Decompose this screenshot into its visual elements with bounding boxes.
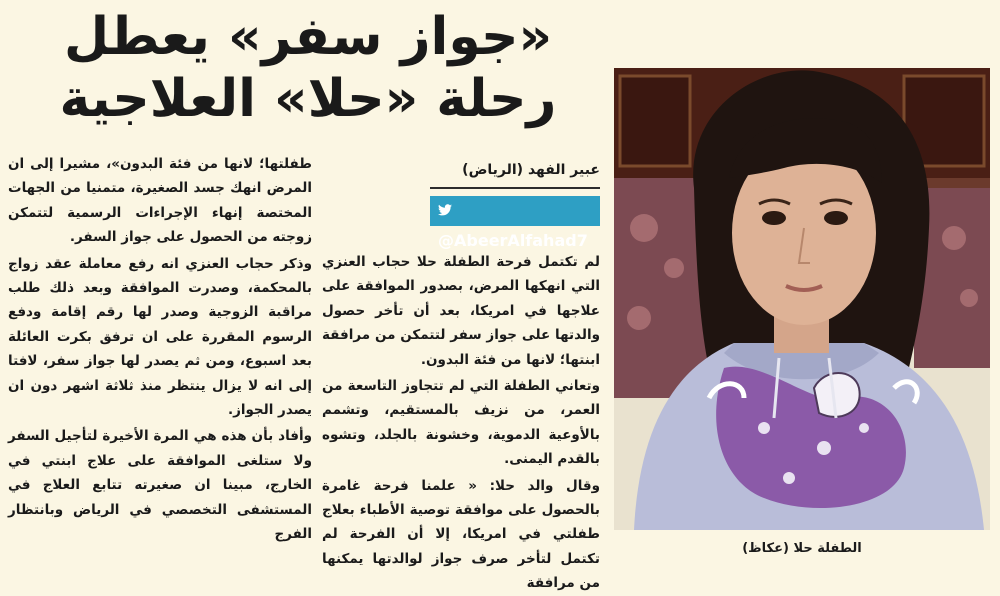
article-paragraph: وذكر حجاب العنزي انه رفع معاملة عقد زواج بالمحكمة، وصدرت الموافقة وبعد ذلك طلب مراقبة الزوجية وصدر لها رقم إقامة ودفع الرسوم المقررة على ان ترفق بكرت العائلة بعد اسبوع، ومن ثم يصدر لها جواز سفر، لافتا إلى انه لا يزال ينتظر منذ ثلاثة اشهر دون ان يصدر الجواز. [8, 255, 312, 419]
girl-portrait-illustration [614, 68, 990, 530]
headline-line-2: رحلة «حلا» العلاجية [59, 69, 557, 129]
photo-caption: الطفلة حلا (عكاظ) [742, 541, 862, 556]
headline-line-1: «جواز سفر» يعطل [63, 7, 553, 67]
article-paragraph: وقال والد حلا: « علمنا فرحة غامرة بالحصول على موافقة توصية الأطباء بعلاج طفلتي في امريكا، إلا أن الفرحة لم تكتمل لتأخر صرف جواز لوالدتها يمكنها من مرافقة [322, 477, 600, 592]
article-paragraph: وتعاني الطفلة التي لم تتجاوز التاسعة من العمر، من نزيف بالمستقيم، وتشمم بالأوعية الدموية، وخشونة بالجلد، وتشوه بالقدم اليمنى. [322, 378, 600, 468]
article-column-left [8, 152, 312, 568]
twitter-handle [430, 196, 600, 250]
twitter-handle-text: @AbeerAlfahad7 [438, 231, 588, 250]
article-photo [614, 68, 990, 530]
byline-divider [430, 187, 600, 189]
article-paragraph: لم تكتمل فرحة الطفلة حلا حجاب العنزي التي انهكها المرض، بصدور الموافقة على علاجها في امريكا، بعد أن تأخر حصول والدتها على جواز سفر لتتمكن من مرافقة ابنتها؛ لانها من فئة البدون. [322, 254, 600, 368]
byline-author: عبير الفهد (الرياض) [462, 162, 600, 178]
article-column-right [322, 250, 600, 592]
article-paragraph: وأفاد بأن هذه هي المرة الأخيرة لتأجيل السفر ولا ستلغى الموافقة على علاج ابنتي في الخارج، مبينا ان صغيرته تتابع العلاج في المستشفى التخصصي في الرياض وبانتظار الفرج [8, 428, 312, 543]
article-paragraph: طفلتها؛ لانها من فئة البدون»، مشيرا إلى ان المرض انهك جسد الصغيرة، متمنيا من الجهات المختصة إنهاء الإجراءات الرسمية لتتمكن زوجته من الحصول على جواز السفر. [8, 156, 312, 246]
twitter-icon [438, 196, 452, 226]
headline [8, 6, 608, 136]
